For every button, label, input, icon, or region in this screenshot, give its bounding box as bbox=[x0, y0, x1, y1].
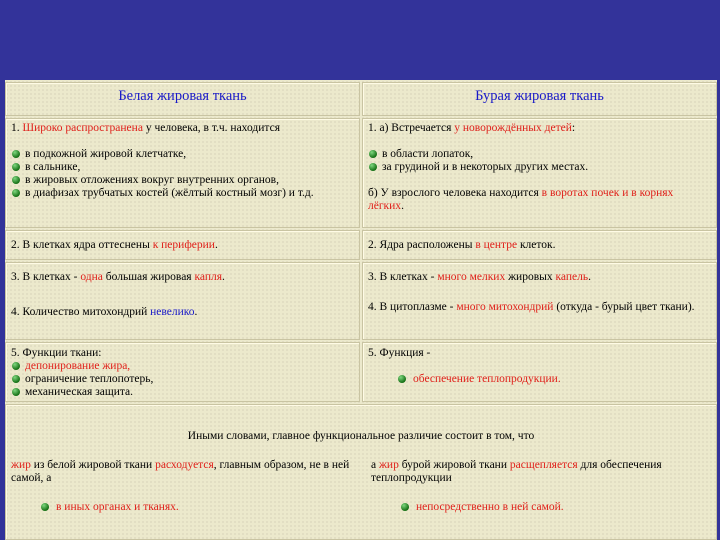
list-item: в сальнике, bbox=[11, 161, 354, 174]
bullet-icon bbox=[12, 375, 20, 383]
row3-left-p3: 3. В клетках - одна большая жировая капля. bbox=[11, 271, 225, 283]
list-item: механическая защита. bbox=[11, 386, 354, 399]
row3-left-p4: 4. Количество митохондрий невелико. bbox=[11, 306, 198, 318]
bullet-icon bbox=[401, 503, 409, 511]
bullet-icon bbox=[369, 150, 377, 158]
list-item: в диафизах трубчатых костей (жёлтый костный мозг) и т.д. bbox=[11, 187, 354, 200]
list-item: ограничение теплопотерь, bbox=[11, 373, 354, 386]
row1-right-b: б) У взрослого человека находится в воротах почек и в корнях лёгких. bbox=[368, 187, 674, 212]
row3-right-p4: 4. В цитоплазме - много митохондрий (откуда - бурый цвет ткани). bbox=[368, 301, 695, 313]
content-frame bbox=[5, 80, 717, 540]
row1-right-a: 1. а) Встречается у новорождённых детей: bbox=[368, 122, 576, 134]
summary-left-item: в иных органах и тканях. bbox=[11, 501, 356, 514]
row3-left-cell bbox=[5, 262, 360, 340]
row5-right-title: 5. Функция - bbox=[368, 347, 431, 359]
bullet-icon bbox=[12, 362, 20, 370]
bullet-icon bbox=[12, 388, 20, 396]
bullet-icon bbox=[12, 189, 20, 197]
row5-left-cell bbox=[5, 342, 360, 402]
bullet-icon bbox=[12, 176, 20, 184]
list-item: в подкожной жировой клетчатке, bbox=[11, 148, 354, 161]
list-item: в жировых отложениях вокруг внутренних органов, bbox=[11, 174, 354, 187]
summary-left: жир из белой жировой ткани расходуется, главным образом, не в ней самой, а в иных органах и тканях. bbox=[11, 459, 356, 514]
summary-right-item: непосредственно в ней самой. bbox=[371, 501, 713, 514]
row5-right-item: обеспечение теплопродукции. bbox=[368, 373, 711, 386]
list-item: за грудиной и в некоторых других местах. bbox=[368, 161, 711, 174]
summary-cell bbox=[5, 404, 717, 540]
summary-title: Иными словами, главное функциональное различие состоит в том, что bbox=[187, 430, 535, 442]
bullet-icon bbox=[12, 150, 20, 158]
list-item: депонирование жира, bbox=[11, 360, 354, 373]
row1-right-cell bbox=[362, 118, 717, 228]
bullet-icon bbox=[12, 163, 20, 171]
row5-right-cell bbox=[362, 342, 717, 402]
row1-left-intro: 1. Широко распространена у человека, в т.ч. находится bbox=[11, 122, 280, 134]
summary-right: а жир бурой жировой ткани расщепляется для обеспечения теплопродукции непосредственно в ней самой. bbox=[371, 459, 713, 514]
bullet-icon bbox=[369, 163, 377, 171]
row5-left-title: 5. Функции ткани: bbox=[11, 347, 102, 359]
row2-right-cell: 2. Ядра расположены в центре клеток. bbox=[362, 230, 717, 260]
bullet-icon bbox=[398, 375, 406, 383]
bullet-icon bbox=[41, 503, 49, 511]
row3-right-p3: 3. В клетках - много мелких жировых капель. bbox=[368, 271, 591, 283]
row2-left-cell: 2. В клетках ядра оттеснены к периферии. bbox=[5, 230, 360, 260]
header-brown-fat: Бурая жировая ткань bbox=[362, 82, 717, 116]
row3-right-cell bbox=[362, 262, 717, 340]
header-white-fat: Белая жировая ткань bbox=[5, 82, 360, 116]
row1-left-cell bbox=[5, 118, 360, 228]
list-item: в области лопаток, bbox=[368, 148, 711, 161]
